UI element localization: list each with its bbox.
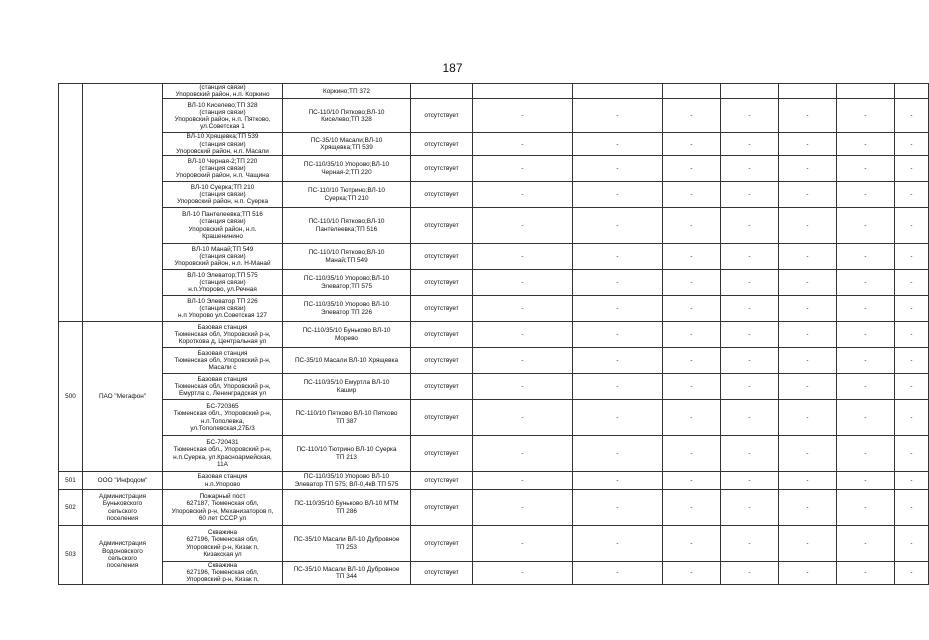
object-description: Базовая станция Тюменская обл, Упоровский р-н, Емуртла с, Ленинградская ул — [163, 374, 283, 400]
object-description: БС-720365 Тюменская обл., Упоровский р-н, н.п.Тополевка, ул.Тополевская,27Б/3 — [163, 400, 283, 436]
value-cell: - — [573, 133, 663, 156]
table-row — [59, 84, 929, 99]
object-description: ВЛ-10 Пантелеевка;ТП 516 (станция связи) Упоровский район, н.п. Крашенинино — [163, 208, 283, 244]
value-cell: - — [779, 400, 837, 436]
value-cell: - — [779, 244, 837, 270]
value-cell: - — [721, 296, 779, 322]
table-row — [59, 182, 929, 208]
value-cell: - — [779, 99, 837, 133]
object-description: ВЛ-10 Элеватор ТП 226 (станция связи) н.п Упорово ул.Советская 127 — [163, 296, 283, 322]
supply-source: ПС-110/10 Пятково;ВЛ-10 Пантелеевка;ТП 516 — [283, 208, 411, 244]
value-cell: - — [663, 348, 721, 374]
value-cell: - — [663, 562, 721, 585]
value-cell: - — [895, 270, 929, 296]
status-cell: отсутствует — [411, 270, 473, 296]
value-cell: - — [573, 244, 663, 270]
value-cell: - — [663, 182, 721, 208]
value-cell: - — [779, 526, 837, 562]
value-cell: - — [837, 270, 895, 296]
value-cell: - — [837, 296, 895, 322]
supply-source: ПС-110/35/10 Упорово;ВЛ-10 Элеватор;ТП 575 — [283, 270, 411, 296]
status-cell: отсутствует — [411, 400, 473, 436]
supply-source: ПС-110/10 Пятково;ВЛ-10 Манай;ТП 549 — [283, 244, 411, 270]
value-cell: - — [895, 348, 929, 374]
value-cell: - — [473, 208, 573, 244]
object-description: ВЛ-10 Элеватор;ТП 575 (станция связи) н.п.Упорово, ул.Речная — [163, 270, 283, 296]
organization-name: Администрация Водоновского сельского поселения — [83, 526, 163, 585]
status-cell: отсутствует — [411, 244, 473, 270]
value-cell: - — [895, 472, 929, 490]
row-number: 502 — [59, 490, 83, 526]
table-row — [59, 526, 929, 562]
value-cell: - — [573, 182, 663, 208]
supply-source: ПС-35/10 Масали ВЛ-10 Хрящевка — [283, 348, 411, 374]
row-number — [59, 84, 83, 322]
value-cell: - — [473, 436, 573, 472]
status-cell: отсутствует — [411, 208, 473, 244]
status-cell: отсутствует — [411, 490, 473, 526]
value-cell: - — [473, 270, 573, 296]
object-description: БС-720431 Тюменская обл., Упоровский р-н, н.п.Суерка, ул.Красноармейская, 11А — [163, 436, 283, 472]
value-cell: - — [895, 400, 929, 436]
value-cell: - — [721, 182, 779, 208]
value-cell: - — [895, 296, 929, 322]
organization-name: Администрация Буньковского сельского поселения — [83, 490, 163, 526]
value-cell: - — [895, 526, 929, 562]
table-row — [59, 562, 929, 585]
value-cell: - — [663, 296, 721, 322]
supply-source: ПС-110/35/10 Упорово ВЛ-10 Элеватор ТП 226 — [283, 296, 411, 322]
value-cell — [779, 84, 837, 99]
table-row — [59, 374, 929, 400]
value-cell: - — [837, 490, 895, 526]
supply-source: Коркино;ТП 372 — [283, 84, 411, 99]
value-cell: - — [663, 270, 721, 296]
value-cell: - — [663, 400, 721, 436]
value-cell: - — [473, 156, 573, 182]
table-row — [59, 270, 929, 296]
status-cell: отсутствует — [411, 133, 473, 156]
value-cell: - — [663, 133, 721, 156]
value-cell: - — [779, 562, 837, 585]
object-description: Базовая станция Тюменская обл, Упоровский р-н, Масали с — [163, 348, 283, 374]
object-description: ВЛ-10 Хрящевка;ТП 539 (станция связи) Упоровский район, н.п. Масали — [163, 133, 283, 156]
value-cell: - — [573, 208, 663, 244]
value-cell: - — [573, 400, 663, 436]
organization-name: ООО "Инфодом" — [83, 472, 163, 490]
organization-name: ПАО "Мегафон" — [83, 322, 163, 472]
value-cell — [573, 84, 663, 99]
value-cell: - — [895, 322, 929, 348]
value-cell: - — [721, 374, 779, 400]
value-cell: - — [779, 133, 837, 156]
value-cell: - — [895, 133, 929, 156]
value-cell: - — [663, 156, 721, 182]
value-cell: - — [837, 133, 895, 156]
value-cell — [473, 84, 573, 99]
supply-source: ПС-110/10 Тютрино;ВЛ-10 Суерка;ТП 210 — [283, 182, 411, 208]
supply-source: ПС-110/35/10 Упорово ВЛ-10 Элеватор ТП 575; ВЛ-0,4кВ ТП 575 — [283, 472, 411, 490]
value-cell: - — [473, 490, 573, 526]
value-cell: - — [473, 472, 573, 490]
value-cell: - — [573, 562, 663, 585]
object-description: Пожарный пост 627187, Тюменская обл, Упоровский р-н, Механизаторов п, 60 лет СССР ул — [163, 490, 283, 526]
value-cell: - — [573, 526, 663, 562]
value-cell: - — [721, 562, 779, 585]
table-row — [59, 400, 929, 436]
value-cell — [837, 84, 895, 99]
value-cell: - — [573, 270, 663, 296]
supply-source: ПС-35/10 Масали ВЛ-10 Дубровное ТП 253 — [283, 526, 411, 562]
status-cell: отсутствует — [411, 348, 473, 374]
supply-source: ПС-110/10 Пятково ВЛ-10 Пятково ТП 387 — [283, 400, 411, 436]
value-cell: - — [779, 348, 837, 374]
table-row — [59, 244, 929, 270]
value-cell: - — [721, 208, 779, 244]
data-table — [58, 83, 929, 585]
status-cell: отсутствует — [411, 374, 473, 400]
supply-source: ПС-110/35/10 Буньково ВЛ-10 МТМ ТП 286 — [283, 490, 411, 526]
table-row — [59, 472, 929, 490]
value-cell: - — [721, 244, 779, 270]
value-cell: - — [779, 490, 837, 526]
value-cell: - — [837, 322, 895, 348]
table-row — [59, 99, 929, 133]
value-cell: - — [779, 156, 837, 182]
status-cell: отсутствует — [411, 526, 473, 562]
value-cell: - — [663, 472, 721, 490]
value-cell — [663, 84, 721, 99]
value-cell: - — [895, 156, 929, 182]
supply-source: ПС-110/35/10 Буньково ВЛ-10 Морево — [283, 322, 411, 348]
status-cell — [411, 84, 473, 99]
value-cell: - — [573, 322, 663, 348]
value-cell: - — [895, 490, 929, 526]
value-cell: - — [837, 400, 895, 436]
value-cell: - — [837, 208, 895, 244]
value-cell: - — [895, 374, 929, 400]
value-cell: - — [721, 156, 779, 182]
object-description: Базовая станция н.п.Упорово — [163, 472, 283, 490]
value-cell: - — [473, 400, 573, 436]
table-row — [59, 322, 929, 348]
value-cell: - — [837, 436, 895, 472]
value-cell: - — [779, 270, 837, 296]
supply-source: ПС-110/35/10 Емуртла ВЛ-10 Кашир — [283, 374, 411, 400]
status-cell: отсутствует — [411, 296, 473, 322]
supply-source: ПС-110/35/10 Упорово;ВЛ-10 Черная-2;ТП 220 — [283, 156, 411, 182]
value-cell: - — [721, 526, 779, 562]
value-cell: - — [473, 374, 573, 400]
table-row — [59, 436, 929, 472]
value-cell: - — [663, 322, 721, 348]
object-description: ВЛ-10 Черная-2;ТП 220 (станция связи) Упоровский район, н.п. Чащина — [163, 156, 283, 182]
object-description: ВЛ-10 Киселево;ТП 328 (станция связи) Упоровский район, н.п. Пятково, ул.Советская 1 — [163, 99, 283, 133]
value-cell: - — [573, 472, 663, 490]
value-cell: - — [473, 182, 573, 208]
value-cell: - — [663, 99, 721, 133]
status-cell: отсутствует — [411, 472, 473, 490]
value-cell: - — [663, 244, 721, 270]
value-cell: - — [837, 182, 895, 208]
value-cell: - — [721, 270, 779, 296]
row-number: 503 — [59, 526, 83, 585]
status-cell: отсутствует — [411, 99, 473, 133]
value-cell: - — [895, 244, 929, 270]
value-cell: - — [721, 436, 779, 472]
row-number: 500 — [59, 322, 83, 472]
value-cell: - — [895, 182, 929, 208]
value-cell: - — [895, 436, 929, 472]
table-row — [59, 133, 929, 156]
value-cell — [895, 84, 929, 99]
value-cell: - — [837, 348, 895, 374]
object-description: ВЛ-10 Манай;ТП 549 (станция связи) Упоровский район, н.п. Н-Манай — [163, 244, 283, 270]
value-cell: - — [573, 374, 663, 400]
value-cell: - — [895, 208, 929, 244]
value-cell: - — [473, 322, 573, 348]
value-cell: - — [573, 348, 663, 374]
value-cell: - — [895, 562, 929, 585]
value-cell: - — [663, 436, 721, 472]
value-cell: - — [779, 436, 837, 472]
value-cell: - — [573, 490, 663, 526]
value-cell: - — [779, 374, 837, 400]
value-cell: - — [473, 99, 573, 133]
value-cell: - — [779, 208, 837, 244]
value-cell: - — [663, 490, 721, 526]
value-cell: - — [473, 526, 573, 562]
supply-source: ПС-110/10 Пятково;ВЛ-10 Киселево;ТП 328 — [283, 99, 411, 133]
object-description: (станция связи) Упоровский район, н.п. Коркино — [163, 84, 283, 99]
value-cell: - — [721, 400, 779, 436]
status-cell: отсутствует — [411, 322, 473, 348]
value-cell: - — [721, 322, 779, 348]
object-description: Скважина 627196, Тюменская обл, Упоровский р-н, Кизак п, — [163, 562, 283, 585]
value-cell: - — [837, 156, 895, 182]
value-cell: - — [721, 99, 779, 133]
table-row — [59, 490, 929, 526]
value-cell: - — [837, 374, 895, 400]
status-cell: отсутствует — [411, 436, 473, 472]
object-description: ВЛ-10 Суерка;ТП 210 (станция связи) Упоровский район, н.п. Суерка — [163, 182, 283, 208]
value-cell: - — [473, 244, 573, 270]
value-cell: - — [837, 99, 895, 133]
table-row — [59, 348, 929, 374]
value-cell: - — [473, 348, 573, 374]
value-cell: - — [473, 133, 573, 156]
value-cell: - — [721, 348, 779, 374]
value-cell: - — [779, 322, 837, 348]
value-cell: - — [473, 296, 573, 322]
status-cell: отсутствует — [411, 562, 473, 585]
table-row — [59, 296, 929, 322]
value-cell: - — [837, 244, 895, 270]
value-cell: - — [663, 208, 721, 244]
value-cell: - — [663, 526, 721, 562]
value-cell: - — [573, 156, 663, 182]
status-cell: отсутствует — [411, 182, 473, 208]
value-cell: - — [663, 374, 721, 400]
value-cell: - — [721, 472, 779, 490]
value-cell: - — [895, 99, 929, 133]
value-cell: - — [721, 133, 779, 156]
row-number: 501 — [59, 472, 83, 490]
table-row — [59, 156, 929, 182]
value-cell: - — [573, 296, 663, 322]
page-number: 187 — [442, 61, 463, 75]
object-description: Базовая станция Тюменская обл, Упоровский р-н, Короткова д, Центральная ул — [163, 322, 283, 348]
value-cell: - — [573, 99, 663, 133]
table-row — [59, 208, 929, 244]
value-cell: - — [779, 296, 837, 322]
value-cell — [721, 84, 779, 99]
organization-name — [83, 84, 163, 322]
value-cell: - — [573, 436, 663, 472]
status-cell: отсутствует — [411, 156, 473, 182]
object-description: Скважина 627196, Тюменская обл, Упоровский р-н, Кизак п, Кизакская ул — [163, 526, 283, 562]
supply-source: ПС-35/10 Масали;ВЛ-10 Хрящевка;ТП 539 — [283, 133, 411, 156]
value-cell: - — [473, 562, 573, 585]
value-cell: - — [779, 182, 837, 208]
value-cell: - — [837, 472, 895, 490]
value-cell: - — [837, 562, 895, 585]
value-cell: - — [837, 526, 895, 562]
value-cell: - — [779, 472, 837, 490]
supply-source: ПС-35/10 Масали ВЛ-10 Дубровное ТП 344 — [283, 562, 411, 585]
value-cell: - — [721, 490, 779, 526]
supply-source: ПС-110/10 Тютрино ВЛ-10 Суерка ТП 213 — [283, 436, 411, 472]
